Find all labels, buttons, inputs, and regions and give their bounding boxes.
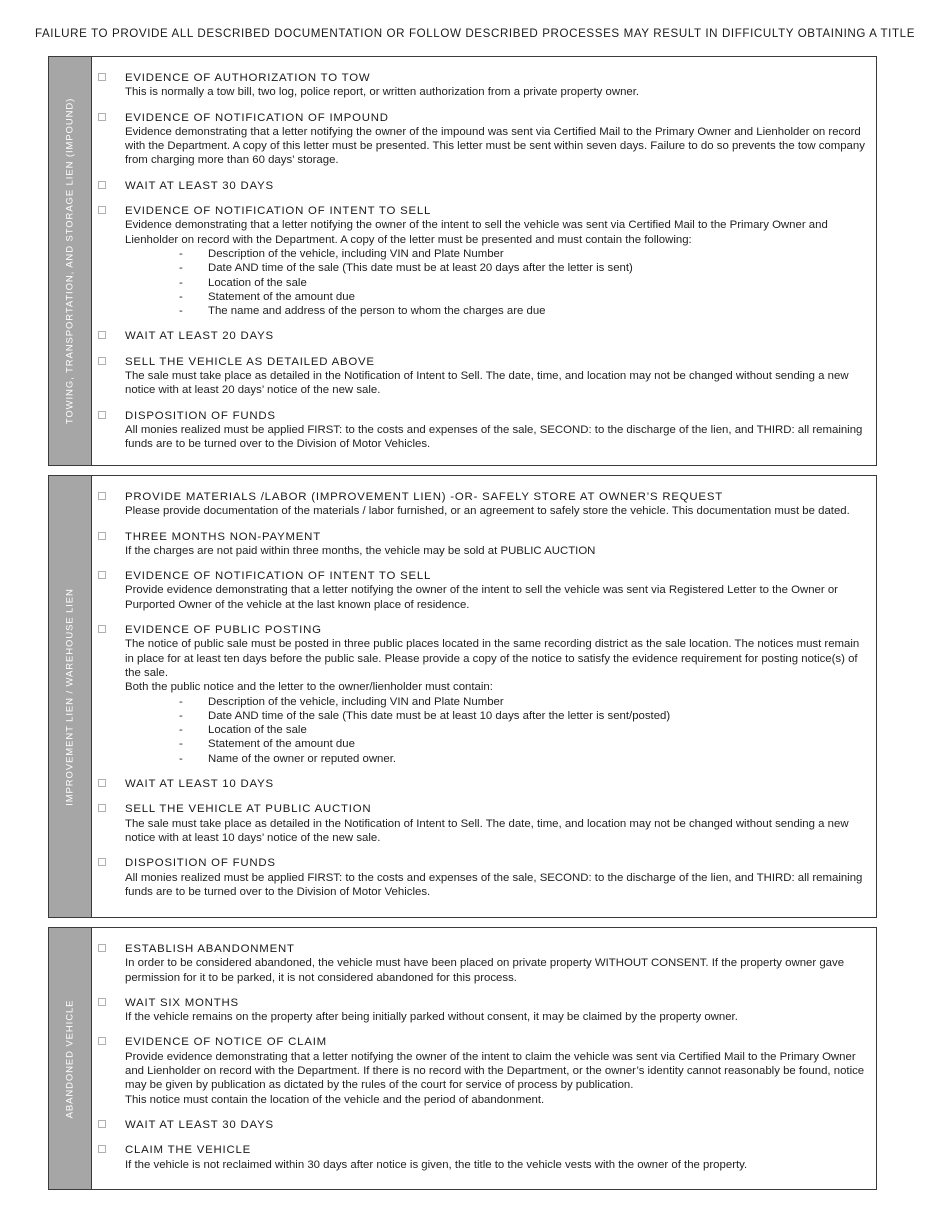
bullet-item	[179, 723, 868, 737]
bullet-item	[179, 737, 868, 751]
checkbox[interactable]	[98, 998, 106, 1006]
item-description: If the vehicle is not reclaimed within 30 days after notice is given, the title to the vehicle vests with the owner of the property.	[125, 1158, 748, 1171]
checklist-item	[125, 802, 868, 845]
checkbox[interactable]	[98, 1037, 106, 1045]
bullet-text: Statement of the amount due	[208, 290, 355, 303]
item-title: WAIT AT LEAST 10 DAYS	[125, 778, 274, 791]
dash-marker: -	[179, 709, 183, 722]
bullet-text: Location of the sale	[208, 276, 307, 289]
dash-marker: -	[179, 752, 183, 765]
item-title: SELL THE VEHICLE AS DETAILED ABOVE	[125, 355, 375, 368]
checklist-item	[125, 856, 868, 899]
item-description: Provide evidence demonstrating that a letter notifying the owner of the intent to sell the vehicle was sent via Registered Letter to the Owner or Purported Owner of the vehicle at the last known place of residence.	[125, 584, 838, 611]
item-description: If the charges are not paid within three months, the vehicle may be sold at PUBLIC AUCTION	[125, 544, 596, 557]
checkbox[interactable]	[98, 73, 106, 81]
checkbox[interactable]	[98, 411, 106, 419]
item-title: EVIDENCE OF AUTHORIZATION TO TOW	[125, 72, 371, 84]
dash-marker: -	[179, 305, 183, 318]
section-items	[91, 57, 876, 452]
bullet-text: Description of the vehicle, including VIN and Plate Number	[208, 247, 504, 260]
checklist-item	[125, 490, 868, 519]
checklist-item	[125, 71, 868, 100]
bullet-item	[179, 247, 868, 261]
item-title: EVIDENCE OF NOTIFICATION OF INTENT TO SELL	[125, 205, 432, 218]
item-title: WAIT AT LEAST 20 DAYS	[125, 330, 274, 343]
section-sidebar	[49, 476, 92, 917]
item-description: All monies realized must be applied FIRST: to the costs and expenses of the sale, SECOND: to the discharge of the lien, and THIRD: all remaining funds are to be turned over to the Division of Motor Vehicles.	[125, 423, 863, 451]
checklist-item	[125, 111, 868, 168]
checklist-item	[125, 1143, 868, 1172]
bullet-list	[125, 695, 868, 766]
checkbox[interactable]	[98, 804, 106, 812]
item-title: WAIT AT LEAST 30 DAYS	[125, 1118, 274, 1131]
checkbox[interactable]	[98, 944, 106, 952]
item-title: EVIDENCE OF PUBLIC POSTING	[125, 624, 322, 637]
section-items	[91, 476, 876, 899]
bullet-text: Name of the owner or reputed owner.	[208, 752, 397, 765]
checklist-item	[125, 777, 868, 791]
section-sidebar	[49, 57, 92, 465]
item-title: WAIT SIX MONTHS	[125, 996, 239, 1009]
item-description: This is normally a tow bill, two log, police report, or written authorization from a private property owner.	[125, 86, 640, 99]
bullet-text: Statement of the amount due	[208, 738, 355, 751]
checkbox[interactable]	[98, 331, 106, 339]
item-title: THREE MONTHS NON-PAYMENT	[125, 530, 321, 543]
item-title: EVIDENCE OF NOTIFICATION OF IMPOUND	[125, 111, 389, 124]
item-title: EVIDENCE OF NOTIFICATION OF INTENT TO SELL	[125, 570, 432, 583]
checkbox[interactable]	[98, 1145, 106, 1153]
item-title: PROVIDE MATERIALS /LABOR (IMPROVEMENT LIEN) -OR- SAFELY STORE AT OWNER’S REQUEST	[125, 491, 723, 503]
checklist-item	[125, 329, 868, 343]
checklist-item	[125, 204, 868, 318]
checklist-item	[125, 355, 868, 398]
checkbox[interactable]	[98, 206, 106, 214]
item-description: Evidence demonstrating that a letter notifying the owner of the impound was sent via Certified Mail to the Primary Owner and Lienholder on record with the Department. A copy of this letter must be presented. This letter must be sent within seven days. Failure to do so prevents the tow company from charging more than 60 days’ storage.	[125, 125, 865, 167]
item-description: The sale must take place as detailed in the Notification of Intent to Sell. The date, time, and location may not be changed without sending a new notice with at least 20 days’ notice of the new sale.	[125, 370, 849, 397]
bullet-item	[179, 261, 868, 275]
item-description: The notice of public sale must be posted in three public places located in the same recording district as the sale location. The notices must remain in place for at least ten days before the public sale. Please provide a copy of the notice to satisfy the evidence requirement for posting notice(s) of the sale.	[125, 638, 860, 679]
section-label: IMPROVEMENT LIEN / WAREHOUSE LIEN	[64, 587, 76, 806]
checklist-item	[125, 179, 868, 193]
item-description: If the vehicle remains on the property after being initially parked without consent, it may be claimed by the property owner.	[125, 1011, 738, 1024]
checkbox[interactable]	[98, 571, 106, 579]
bullet-text: The name and address of the person to whom the charges are due	[208, 305, 546, 318]
bullet-text: Description of the vehicle, including VIN and Plate Number	[208, 695, 504, 708]
dash-marker: -	[179, 276, 183, 289]
section-towing-lien	[48, 56, 877, 466]
bullet-text: Date AND time of the sale (This date must be at least 10 days after the letter is sent/posted)	[208, 709, 671, 722]
checklist-item	[125, 409, 868, 452]
checkbox[interactable]	[98, 1120, 106, 1128]
bullet-text: Date AND time of the sale (This date must be at least 20 days after the letter is sent)	[208, 262, 633, 275]
checkbox[interactable]	[98, 357, 106, 365]
dash-marker: -	[179, 262, 183, 275]
item-title: ESTABLISH ABANDONMENT	[125, 943, 295, 955]
bullet-item	[179, 752, 868, 766]
bullet-item	[179, 276, 868, 290]
section-abandoned-vehicle	[48, 927, 877, 1190]
checklist-item	[125, 942, 868, 985]
dash-marker: -	[179, 724, 183, 737]
checklist-item	[125, 1118, 868, 1132]
bullet-item	[179, 290, 868, 304]
checkbox[interactable]	[98, 779, 106, 787]
section-sidebar	[49, 928, 92, 1189]
checklist-item	[125, 623, 868, 766]
checkbox[interactable]	[98, 625, 106, 633]
item-title: CLAIM THE VEHICLE	[125, 1144, 252, 1157]
item-description: This notice must contain the location of the vehicle and the period of abandonment.	[125, 1093, 545, 1106]
checklist-item	[125, 1035, 868, 1106]
bullet-text: Location of the sale	[208, 724, 307, 737]
checkbox[interactable]	[98, 113, 106, 121]
section-improvement-lien	[48, 475, 877, 918]
checkbox[interactable]	[98, 492, 106, 500]
dash-marker: -	[179, 695, 183, 708]
item-description: The sale must take place as detailed in the Notification of Intent to Sell. The date, time, and location may not be changed without sending a new notice with at least 10 days’ notice of the new sale.	[125, 817, 849, 844]
item-title: DISPOSITION OF FUNDS	[125, 857, 276, 870]
item-description: All monies realized must be applied FIRST: to the costs and expenses of the sale, SECOND: to the discharge of the lien, and THIRD: all remaining funds are to be turned over to the Division of Motor Vehicles.	[125, 871, 863, 898]
item-title: DISPOSITION OF FUNDS	[125, 409, 276, 422]
item-title: WAIT AT LEAST 30 DAYS	[125, 179, 274, 192]
checklist-item	[125, 569, 868, 612]
checkbox[interactable]	[98, 181, 106, 189]
dash-marker: -	[179, 290, 183, 303]
bullet-list	[125, 247, 868, 318]
item-description: Evidence demonstrating that a letter notifying the owner of the intent to sell the vehicle was sent via Certified Mail to the Primary Owner and Lienholder on record with the Department. A copy of the letter must be presented and must contain the following:	[125, 219, 828, 246]
section-items	[91, 928, 876, 1172]
item-description: Please provide documentation of the materials / labor furnished, or an agreement to safely store the vehicle. This documentation must be dated.	[125, 505, 850, 518]
checkbox[interactable]	[98, 532, 106, 540]
section-label: TOWING, TRANSPORTATION, AND STORAGE LIEN (IMPOUND)	[64, 97, 76, 425]
dash-marker: -	[179, 247, 183, 260]
bullet-item	[179, 304, 868, 318]
dash-marker: -	[179, 738, 183, 751]
section-label: ABANDONED VEHICLE	[64, 999, 76, 1118]
warning-banner: FAILURE TO PROVIDE ALL DESCRIBED DOCUMENTATION OR FOLLOW DESCRIBED PROCESSES MAY RESULT IN DIFFICULTY OBTAINING A TITLE	[34, 27, 916, 40]
item-description: Both the public notice and the letter to the owner/lienholder must contain:	[125, 681, 493, 694]
item-title: EVIDENCE OF NOTICE OF CLAIM	[125, 1036, 327, 1049]
checklist-item	[125, 530, 868, 559]
checkbox[interactable]	[98, 858, 106, 866]
item-title: SELL THE VEHICLE AT PUBLIC AUCTION	[125, 803, 372, 816]
bullet-item	[179, 709, 868, 723]
checklist-item	[125, 996, 868, 1025]
item-description: Provide evidence demonstrating that a letter notifying the owner of the intent to claim the vehicle was sent via Certified Mail to the Primary Owner and Lienholder on record with the Department. If there is no record with the Department, or the owner’s identity cannot reasonably be found, notice may be given by publication as dictated by the rules of the court for service of process by publication.	[125, 1050, 865, 1092]
bullet-item	[179, 695, 868, 709]
item-description: In order to be considered abandoned, the vehicle must have been placed on private property WITHOUT CONSENT. If the property owner gave permission for it to be parked, it is not considered abandoned for this process.	[125, 957, 845, 984]
